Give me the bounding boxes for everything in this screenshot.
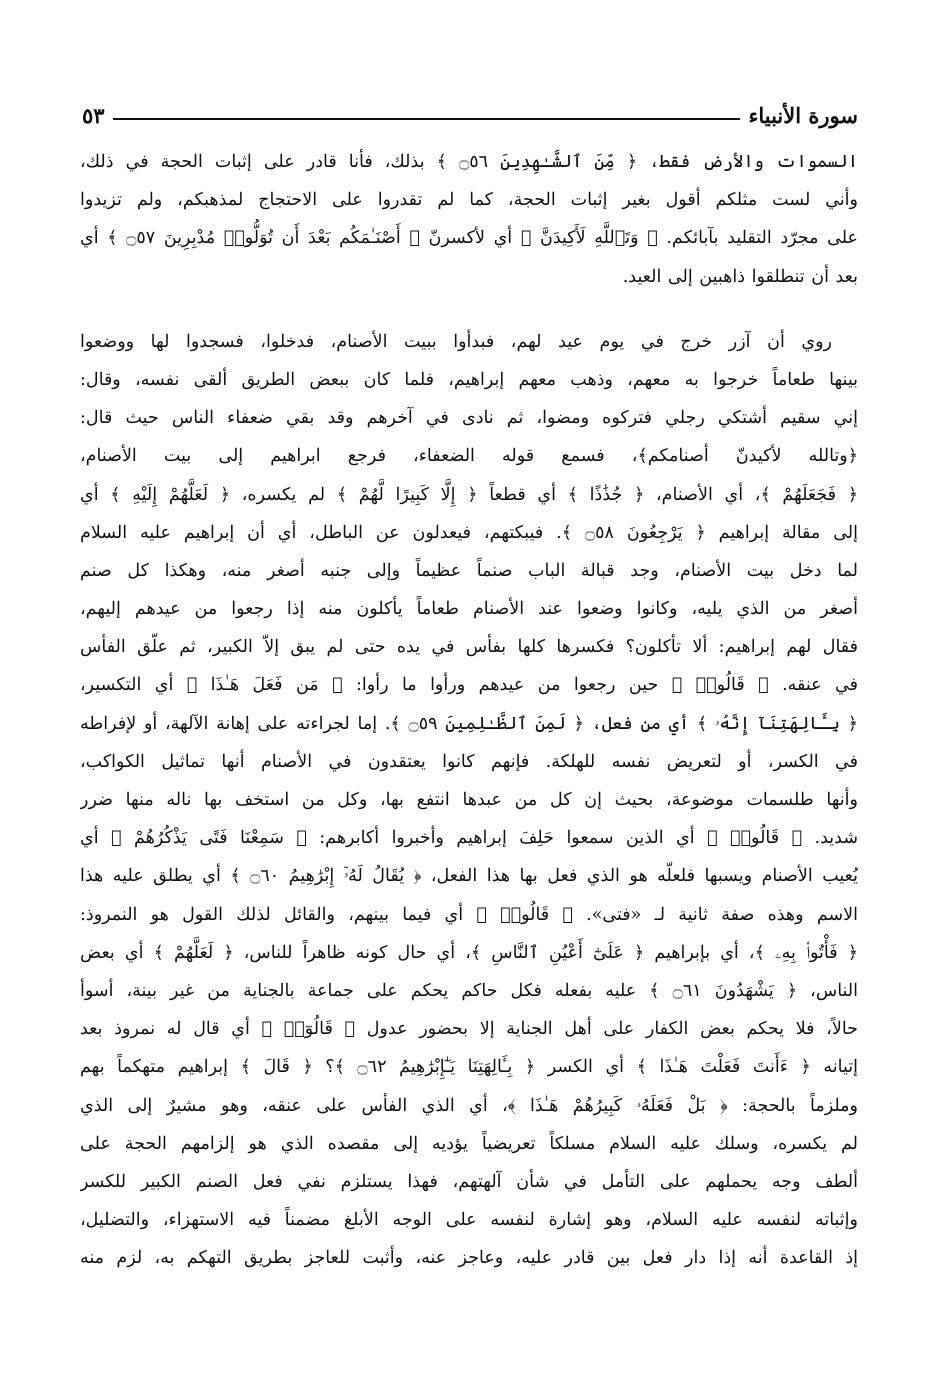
page-number: ٥٣ [82, 103, 105, 128]
text-line: وأنها طلسمات موضوعة، بحيث إن كل من عبدها انتفع بها، وكل من استخف بها ناله منها ضرر [80, 790, 858, 810]
text-line: الاسم وهذه صفة ثانية لـ «فتى». ﴿ قَالُوا۟ ﴾ أي فيما بينهم، والقائل لذلك القول هو النمروذ: [80, 904, 858, 925]
text-line: وإثباته لنفسه عليه السلام، وهو إشارة لنفسه على الوجه الأبلغ مضمناً فيه الاستهزاء، والتضليل، [80, 1210, 858, 1231]
text-line: لم يكسره، وسلك عليه السلام مسلكاً تعريضياً يؤديه إلى مقصده الذي هو إلزامهم الحجة على [80, 1133, 858, 1154]
text-line: ﴿ فَجَعَلَهُمْ ﴾، أي الأصنام، ﴿ جُذَٰذًا ﴾ أي قطعاً ﴿ إِلَّا كَبِيرًا لَّهُمْ ﴾ لم يكسره، ﴿ لَعَلَّهُمْ إِلَيْهِ ﴾ أي [80, 484, 858, 505]
text-line: بينها طعاماً خرجوا به معهم، وذهب معهم إبراهيم، فلما كان ببعض الطريق ألقى نفسه، وقال: [80, 369, 858, 390]
text-line: حالاً، فلا يحكم بعض الكفار على أهل الجناية إلا بحضور عدول ﴿ قَالُوٓا۟ ﴾ أي قال له نمروذ بعد [80, 1019, 858, 1040]
text-line: ﴿وتالله لأكيدنّ أصنامكم﴾، فسمع قوله الضعفاء، فرجع ابراهيم إلى بيت الأصنام، [80, 446, 858, 467]
text-line: ﴿ بِـَٔالِهَتِنَآ إِنَّهُۥ ﴾ أي من فعل، ﴿ لَمِنَ ٱلظَّـٰلِمِينَ ۝٥٩ ﴾. إما لجراءته على إهانة الآلهة، أو لإفراطه [80, 713, 858, 734]
paragraph-2 [80, 323, 858, 1278]
text-line: ﴿ فَأْتُوا۟ بِهِۦ ﴾، أي بإبراهيم ﴿ عَلَىٰٓ أَعْيُنِ ٱلنَّاسِ ﴾، أي حال كونه ظاهراً للناس، ﴿ لَعَلَّهُمْ ﴾ أي بعض [80, 942, 858, 963]
text-line: روي أن آزر خرج في يوم عيد لهم، فبدأوا ببيت الأصنام، فدخلوا، فسجدوا لها ووضعوا [80, 331, 832, 352]
text-line: إذ القاعدة أنه إذا دار فعل بين قادر عليه، وعاجز عنه، وأثبت للعاجز بطريق التهكم به، لزم منه [80, 1248, 858, 1269]
paragraph-gap [80, 296, 858, 323]
text-line: السموات والأرض فقط، ﴿ مِّنَ ٱلشَّـٰهِدِينَ ۝٥٦ ﴾ بذلك، فأنا قادر على إثبات الحجة في ذلك، [80, 152, 858, 172]
text-line: وأني لست مثلكم أقول بغير إثبات الحجة، كما لم تقدروا على الاحتجاج لمذهبكم، ولم تزيدوا [80, 190, 858, 211]
surah-title: سورة الأنبياء [748, 103, 858, 128]
text-line: أصغر من الذي يليه، وكانوا وضعوا عند الأصنام طعاماً يأكلون منه إذا رجعوا من عيدهم إليهم، [80, 599, 858, 620]
text-line: على مجرّد التقليد بآبائكم. ﴿ وَتَٱللَّهِ لَأَكِيدَنَّ ﴾ أي لأكسرنّ ﴿ أَصْنَـٰمَكُم بَعْدَ أَن تُوَلُّوا۟ مُدْبِرِينَ ۝٥٧ ﴾ أي [80, 228, 858, 249]
text-line: بعد أن تنطلقوا ذاهبين إلى العيد. [622, 266, 858, 287]
text-line: إني سقيم أشتكي رجلي فتركوه ومضوا، ثم نادى في آخرهم وقد بقي ضعفاء الناس حيث قال: [80, 408, 858, 429]
text-line: لما دخل بيت الأصنام، وجد قبالة الباب صنماً عظيماً وإلى جنبه أصغر منه، وهكذا كل صنم [80, 560, 858, 581]
text-line: إتيانه ﴿ ءَأَنتَ فَعَلْتَ هَـٰذَا ﴾ أي الكسر ﴿ بِـَٔالِهَتِنَا يَـٰٓإِبْرَٰهِيمُ ۝٦٢ ﴾؟ ﴿ قَالَ ﴾ إبراهيم متهكماً بهم [80, 1057, 858, 1078]
text-line: في الكسر، أو لتعريض نفسه للهلكة. فإنهم كانوا يعتقدون في الأصنام أنها تماثيل الكواكب، [80, 751, 858, 772]
paragraph-1 [80, 143, 858, 296]
text-line: في عنقه. ﴿ قَالُوا۟ ﴾ حين رجعوا من عيدهم ورأوا ما رأوا: ﴿ مَن فَعَلَ هَـٰذَا ﴾ أي التكسير، [80, 675, 858, 696]
text-line: وملزماً بالحجة: ﴿ بَلْ فَعَلَهُۥ كَبِيرُهُمْ هَـٰذَا ﴾، أي الذي الفأس على عنقه، وهو مشيرٌ إلى الذي [80, 1095, 858, 1116]
text-line: فقال لهم إبراهيم: ألا تأكلون؟ فكسرها كلها بفأس في يده حتى لم يبق إلاّ الكبير، ثم علّق الفأس [80, 637, 858, 658]
text-line: ألطف وجه يحملهم على التأمل في شأن آلهتهم، فهذا يستلزم نفي فعل الصنم الكبير للكسر [80, 1171, 858, 1192]
header-rule [113, 118, 741, 120]
body-text [80, 143, 858, 1277]
running-header [82, 92, 858, 126]
text-line: إلى مقالة إبراهيم ﴿ يَرْجِعُونَ ۝٥٨ ﴾. فيبكتهم، فيعدلون عن الباطل، أي أن إبراهيم عليه السلام [80, 522, 858, 543]
text-line: الناس، ﴿ يَشْهَدُونَ ۝٦١ ﴾ عليه بفعله فكل حاكم يحكم على جماعة بالجناية من غير بينة، أسوأ [80, 980, 858, 1001]
text-line: يُعيب الأصنام ويسبها فلعلّه هو الذي فعل بها هذا الفعل، ﴿ يُقَالُ لَهُۥٓ إِبْرَٰهِيمُ ۝٦٠ ﴾ أي يطلق عليه هذا [80, 866, 858, 887]
text-line: شديد. ﴿ قَالُوا۟ ﴾ أي الذين سمعوا حَلِفَ إبراهيم وأخبروا أكابرهم: ﴿ سَمِعْنَا فَتًى يَذْكُرُهُمْ ﴾ أي [80, 828, 858, 849]
